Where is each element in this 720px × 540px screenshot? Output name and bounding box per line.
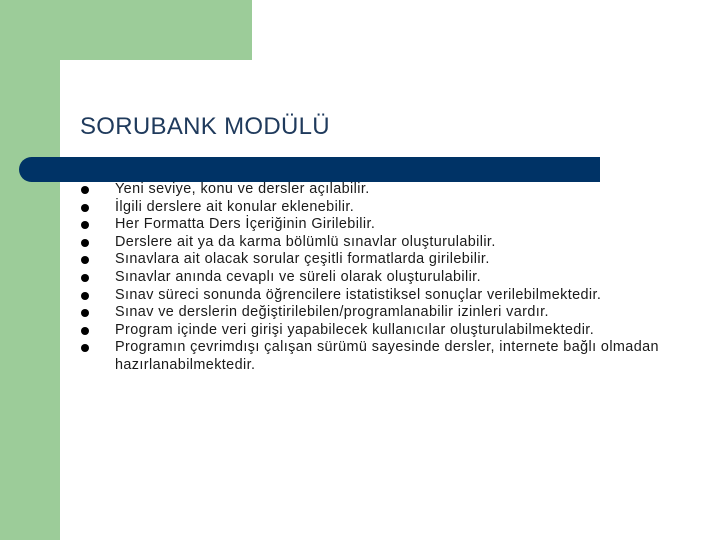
title-underline-bar	[19, 157, 600, 182]
bullet-text: Derslere ait ya da karma bölümlü sınavlar oluşturulabilir.	[115, 233, 496, 250]
slide-title: SORUBANK MODÜLÜ	[80, 113, 330, 140]
bullet-dot-icon	[81, 186, 89, 194]
bullet-dot-icon	[81, 344, 89, 352]
bullet-item	[78, 216, 708, 234]
bullet-text: Sınav ve derslerin değiştirilebilen/programlanabilir izinleri vardır.	[115, 304, 549, 321]
bullet-text: Program içinde veri girişi yapabilecek kullanıcılar oluşturulabilmektedir.	[115, 321, 595, 338]
bullet-dot-icon	[81, 274, 89, 282]
bullet-list	[78, 181, 708, 375]
decorative-green-bar-left	[0, 0, 60, 540]
bullet-item	[78, 251, 708, 269]
bullet-text: İlgili derslere ait konular eklenebilir.	[115, 198, 355, 215]
bullet-text: Sınavlar anında cevaplı ve süreli olarak oluşturulabilir.	[115, 268, 481, 285]
bullet-dot-icon	[81, 256, 89, 264]
bullet-dot-icon	[81, 327, 89, 335]
bullet-dot-icon	[81, 239, 89, 247]
bullet-item	[78, 304, 708, 322]
bullet-item	[78, 339, 708, 374]
bullet-text: Sınav süreci sonunda öğrencilere istatistiksel sonuçlar verilebilmektedir.	[115, 286, 602, 303]
bullet-dot-icon	[81, 204, 89, 212]
decorative-green-bar-top	[0, 0, 252, 60]
bullet-item	[78, 199, 708, 217]
bullet-item	[78, 234, 708, 252]
bullet-item	[78, 269, 708, 287]
bullet-text: Sınavlara ait olacak sorular çeşitli formatlarda girilebilir.	[115, 251, 490, 268]
bullet-item	[78, 287, 708, 305]
bullet-item	[78, 181, 708, 199]
bullet-dot-icon	[81, 292, 89, 300]
bullet-text: Her Formatta Ders İçeriğinin Girilebilir.	[115, 216, 376, 233]
bullet-text: Yeni seviye, konu ve dersler açılabilir.	[115, 181, 370, 197]
bullet-item	[78, 322, 708, 340]
bullet-dot-icon	[81, 221, 89, 229]
bullet-dot-icon	[81, 309, 89, 317]
bullet-text: Programın çevrimdışı çalışan sürümü sayesinde dersler, internete bağlı olmadan hazırlanabilmektedir.	[115, 339, 659, 373]
